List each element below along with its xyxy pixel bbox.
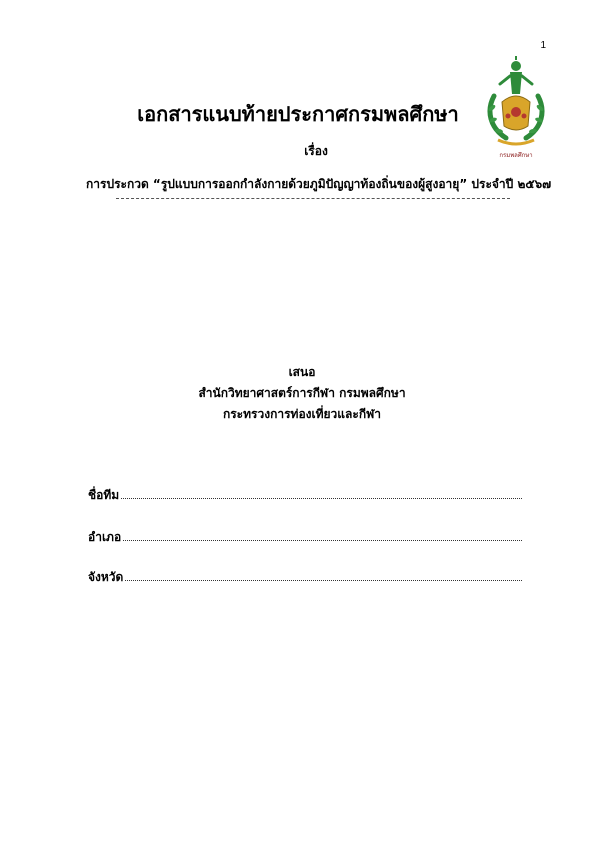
presented-label: เสนอ — [288, 365, 316, 379]
subject-label: เรื่อง — [304, 144, 328, 158]
page-number: 1 — [540, 40, 546, 51]
presented-to-block — [0, 362, 600, 425]
team-name-label: ชื่อทีม — [88, 488, 120, 502]
dashed-divider — [116, 198, 510, 199]
province-label: จังหวัด — [88, 570, 124, 584]
province-field[interactable] — [88, 568, 522, 587]
document-title: เอกสารแนบท้ายประกาศกรมพลศึกษา — [137, 102, 459, 126]
presented-org-line-1: สำนักวิทยาศาสตร์การกีฬา กรมพลศึกษา — [198, 386, 406, 400]
presented-org-line-2: กระทรวงการท่องเที่ยวและกีฬา — [222, 407, 382, 421]
district-label: อำเภอ — [88, 530, 122, 544]
team-name-field[interactable] — [88, 486, 522, 505]
district-field[interactable] — [88, 528, 522, 547]
subject-line: การประกวด “รูปแบบการออกกำลังกายด้วยภูมิปัญญาท้องถิ่นของผู้สูงอายุ” ประจำปี ๒๕๖๗ — [86, 177, 552, 191]
team-name-blank[interactable] — [121, 488, 522, 499]
emblem-graphic — [484, 56, 548, 150]
district-blank[interactable] — [123, 530, 522, 541]
emblem-caption: กรมพลศึกษา — [499, 152, 533, 159]
province-blank[interactable] — [125, 570, 522, 581]
